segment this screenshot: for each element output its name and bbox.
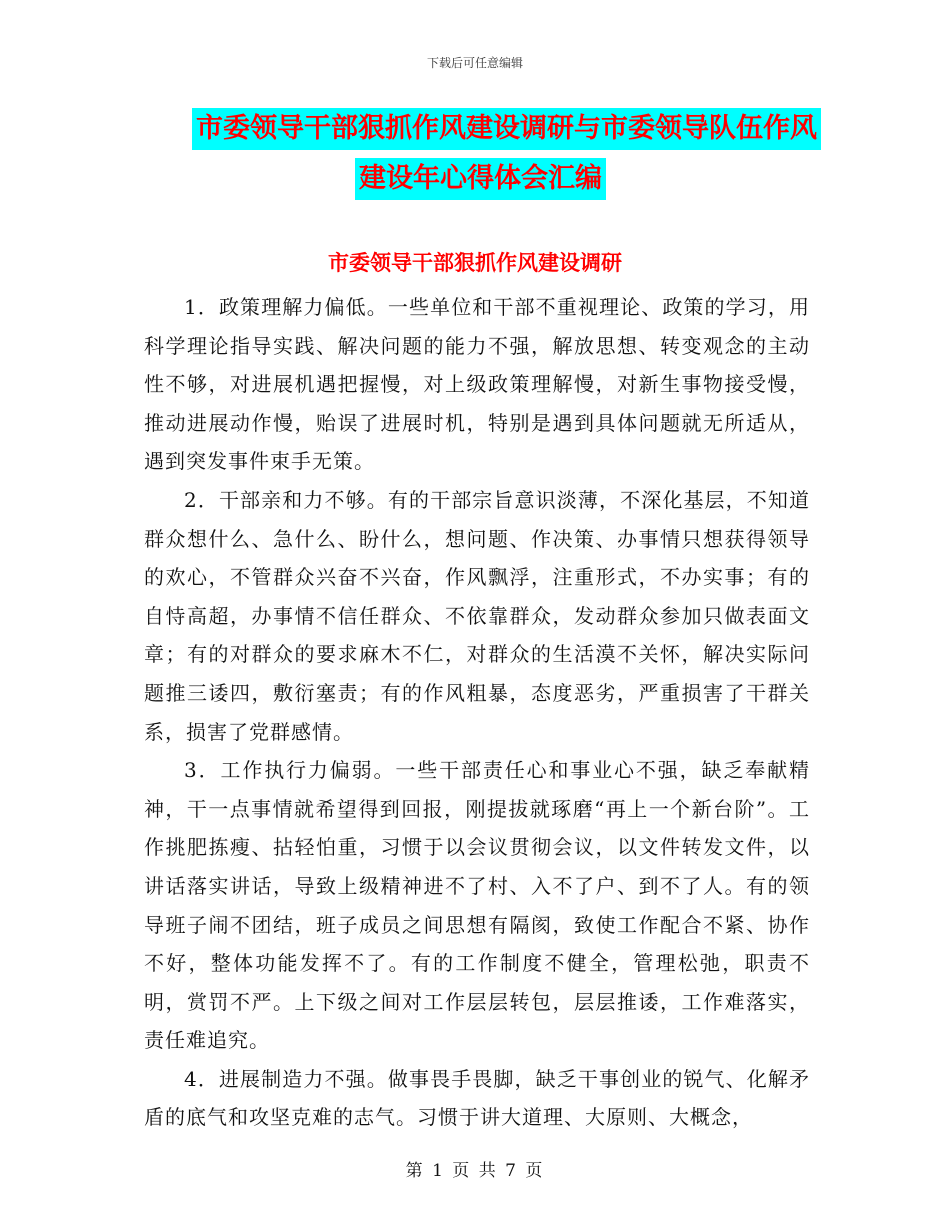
page-number-footer: 第 1 页 共 7 页 [405, 1161, 545, 1181]
paragraph-4: 4．进展制造力不强。做事畏手畏脚，缺乏干事创业的锐气、化解矛盾的底气和攻坚克难的志气。习惯于讲大道理、大原则、大概念， [144, 1066, 810, 1130]
paragraph-1: 1．政策理解力偏低。一些单位和干部不重视理论、政策的学习，用科学理论指导实践、解决问题的能力不强，解放思想、转变观念的主动性不够，对进展机遇把握慢，对上级政策理解慢，对新生事物接受慢，推动进展动作慢，贻误了进展时机，特别是遇到具体问题就无所适从，遇到突发事件束手无策。 [144, 295, 810, 474]
paragraph-3: 3．工作执行力偏弱。一些干部责任心和事业心不强，缺乏奉献精神，干一点事情就希望得到回报，刚提拔就琢磨“再上一个新台阶”。工作挑肥拣瘦、拈轻怕重，习惯于以会议贯彻会议，以文件转发文件，以讲话落实讲话，导致上级精神进不了村、入不了户、到不了人。有的领导班子闹不团结，班子成员之间思想有隔阂，致使工作配合不紧、协作不好，整体功能发挥不了。有的工作制度不健全，管理松弛，职责不明，赏罚不严。上下级之间对工作层层转包，层层推诿，工作难落实，责任难追究。 [144, 758, 810, 1053]
document-title-line-2: 建设年心得体会汇编 [355, 158, 606, 200]
document-title-line-1: 市委领导干部狠抓作风建设调研与市委领导队伍作风 [192, 108, 821, 150]
paragraph-2: 2．干部亲和力不够。有的干部宗旨意识淡薄，不深化基层，不知道群众想什么、急什么、盼什么，想问题、作决策、办事情只想获得领导的欢心，不管群众兴奋不兴奋，作风飘浮，注重形式，不办实事；有的自恃高超，办事情不信任群众、不依靠群众，发动群众参加只做表面文章；有的对群众的要求麻木不仁，对群众的生活漠不关怀，解决实际问题推三诿四，敷衍塞责；有的作风粗暴，态度恶劣，严重损害了干群关系，损害了党群感情。 [144, 487, 810, 744]
section-title: 市委领导干部狠抓作风建设调研 [328, 250, 622, 275]
document-body [144, 288, 810, 1137]
page-header-note: 下载后可任意编辑 [426, 56, 523, 70]
